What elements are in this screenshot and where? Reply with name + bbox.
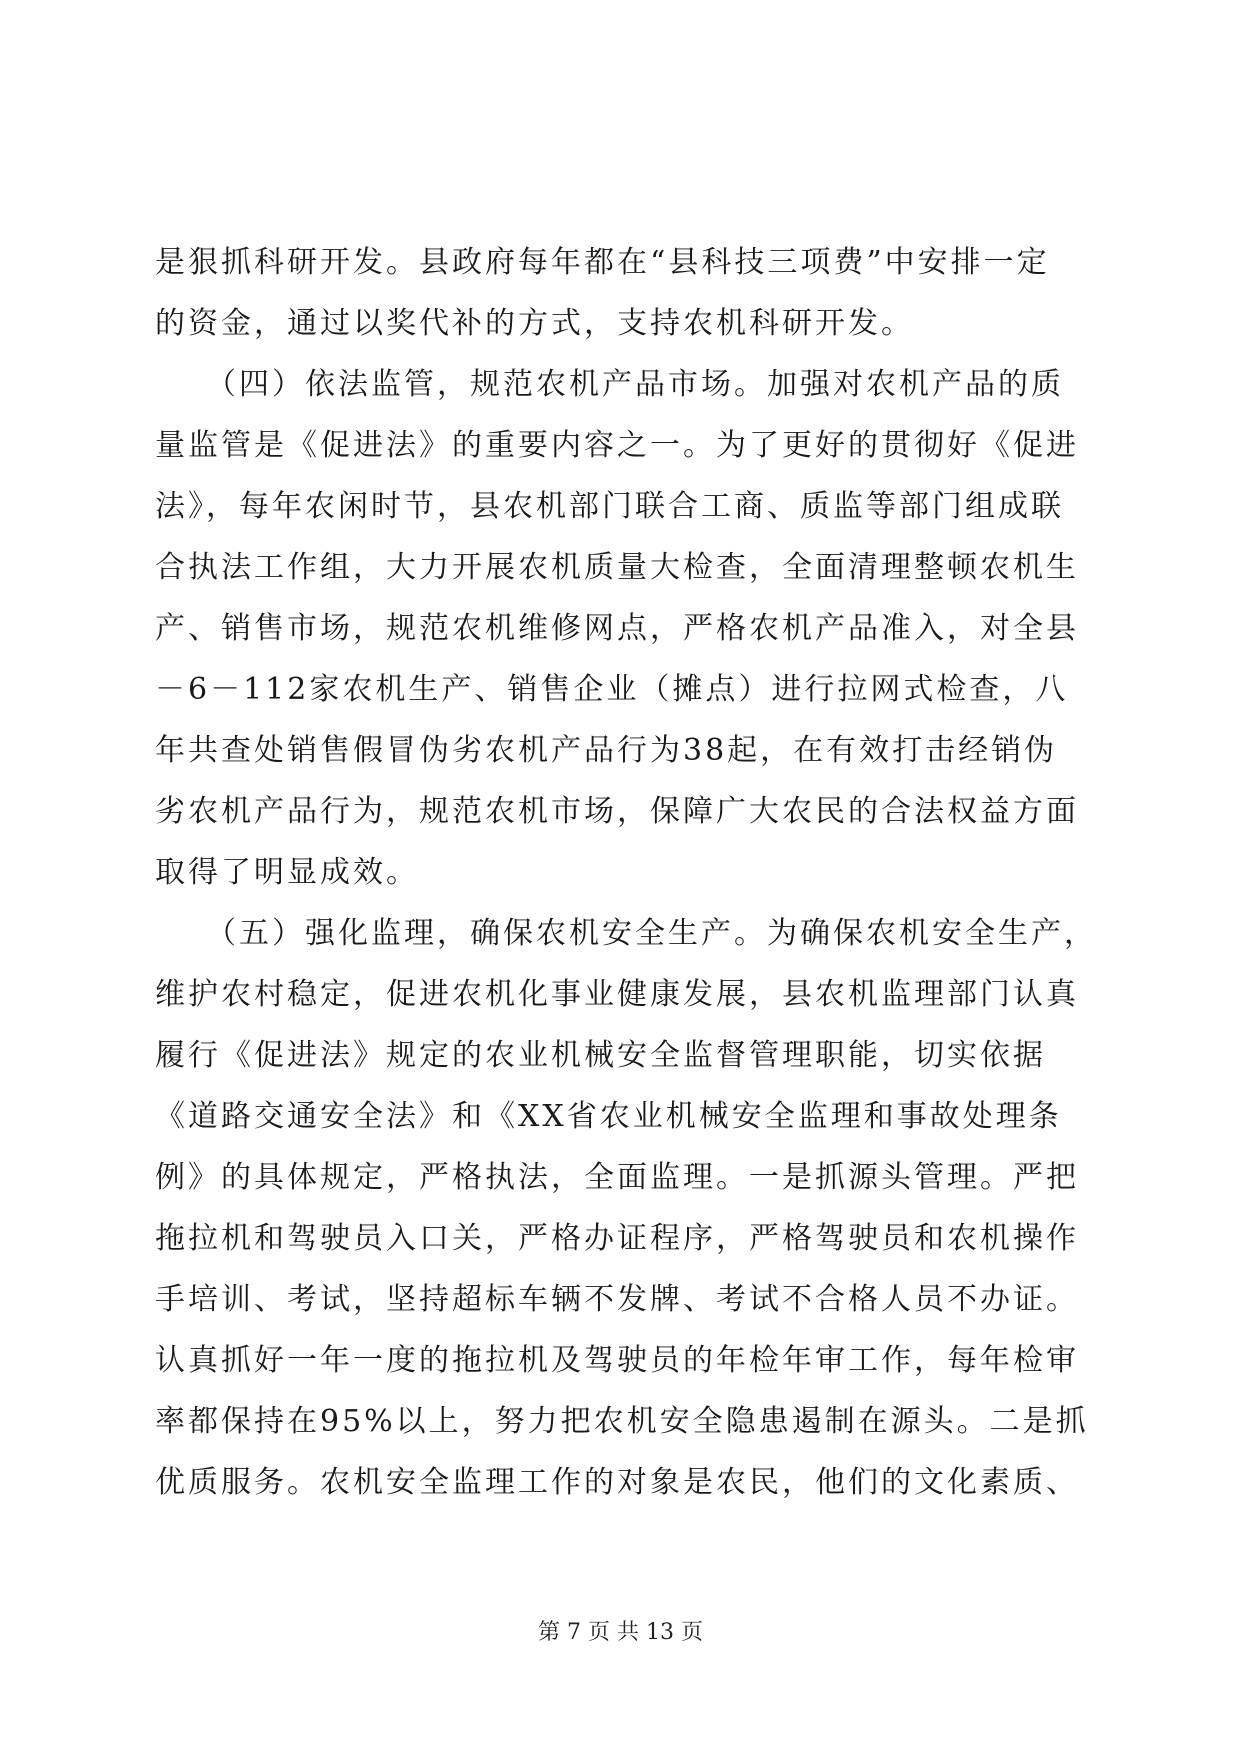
text-line: 拖拉机和驾驶员入口关，严格办证程序，严格驾驶员和农机操作 xyxy=(155,1221,1079,1256)
text-line: 认真抓好一年一度的拖拉机及驾驶员的年检年审工作，每年检审 xyxy=(155,1343,1079,1378)
text-line: 取得了明显成效。 xyxy=(155,855,419,890)
text-line: 合执法工作组，大力开展农机质量大检查，全面清理整顿农机生 xyxy=(155,550,1079,585)
page-number: 第 7 页 共 13 页 xyxy=(538,1620,703,1645)
text-line: 是狠抓科研开发。县政府每年都在“县科技三项费”中安排一定 xyxy=(155,245,1050,280)
text-line: （四）依法监管，规范农机产品市场。加强对农机产品的质 xyxy=(155,367,1064,402)
text-line: 率都保持在95%以上，努力把农机安全隐患遏制在源头。二是抓 xyxy=(155,1404,1089,1439)
text-line: －6－112家农机生产、销售企业（摊点）进行拉网式检查，八 xyxy=(155,672,1069,707)
text-line: 产、销售市场，规范农机维修网点，严格农机产品准入，对全县 xyxy=(155,611,1079,646)
text-line: 劣农机产品行为，规范农机市场，保障广大农民的合法权益方面 xyxy=(155,794,1079,829)
text-line: 的资金，通过以奖代补的方式，支持农机科研开发。 xyxy=(155,306,914,341)
page-footer xyxy=(0,1618,1241,1648)
text-line: 优质服务。农机安全监理工作的对象是农民，他们的文化素质、 xyxy=(155,1465,1079,1500)
text-line: 年共查处销售假冒伪劣农机产品行为38起，在有效打击经销伪 xyxy=(155,733,1058,768)
body-text xyxy=(155,232,1097,1513)
text-line: 履行《促进法》规定的农业机械安全监督管理职能，切实依据 xyxy=(155,1038,1046,1073)
text-line: 例》的具体规定，严格执法，全面监理。一是抓源头管理。严把 xyxy=(155,1160,1079,1195)
text-line: 《道路交通安全法》和《XX省农业机械安全监理和事故处理条 xyxy=(155,1099,1062,1134)
text-line: 法》，每年农闲时节，县农机部门联合工商、质监等部门组成联 xyxy=(155,489,1064,524)
text-line: （五）强化监理，确保农机安全生产。为确保农机安全生产， xyxy=(155,916,1097,951)
text-line: 手培训、考试，坚持超标车辆不发牌、考试不合格人员不办证。 xyxy=(155,1282,1079,1317)
text-line: 量监管是《促进法》的重要内容之一。为了更好的贯彻好《促进 xyxy=(155,428,1079,463)
text-line: 维护农村稳定，促进农机化事业健康发展，县农机监理部门认真 xyxy=(155,977,1079,1012)
